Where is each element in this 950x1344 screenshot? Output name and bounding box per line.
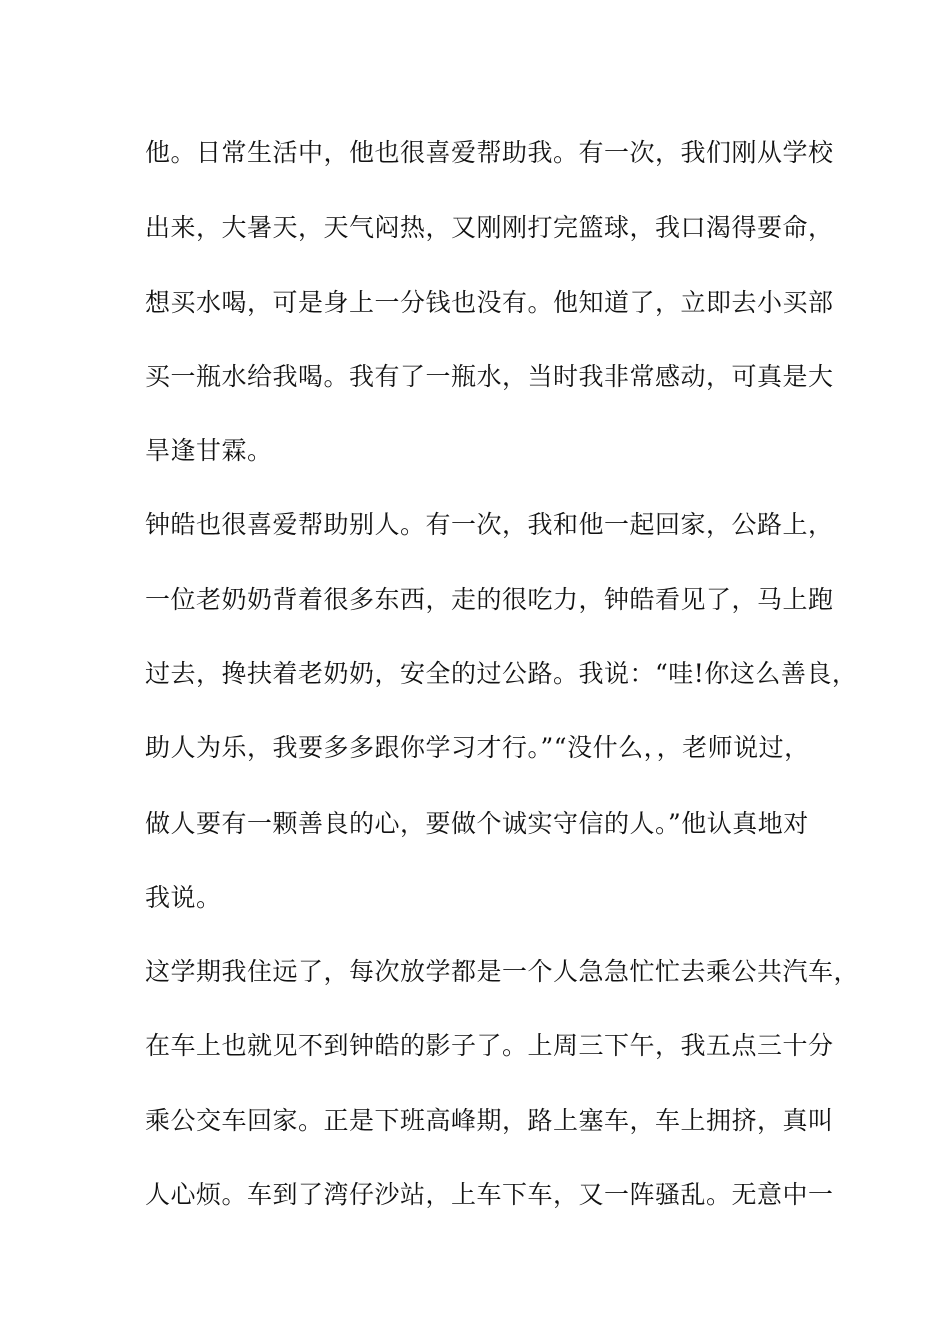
text-line: 出来，大暑天，天气闷热，又刚刚打完篮球，我口渴得要命， [145,213,834,242]
text-line: 想买水喝，可是身上一分钱也没有。他知道了，立即去小买部 [145,288,834,317]
text-line: 这学期我住远了，每次放学都是一个人急急忙忙去乘公共汽车， [145,957,860,986]
text-line: 钟皓也很喜爱帮助别人。有一次，我和他一起回家，公路上， [145,510,834,539]
text-line: 乘公交车回家。正是下班高峰期，路上塞车，车上拥挤，真叫 [145,1106,834,1135]
text-line: 在车上也就见不到钟皓的影子了。上周三下午，我五点三十分 [145,1031,834,1060]
text-line: 人心烦。车到了湾仔沙站，上车下车，又一阵骚乱。无意中一 [145,1180,834,1209]
text-line: 做人要有一颗善良的心，要做个诚实守信的人。”他认真地对 [145,809,809,838]
text-line: 助人为乐，我要多多跟你学习才行。”“没什么，，老师说过， [145,733,810,762]
text-line: 他。日常生活中，他也很喜爱帮助我。有一次，我们刚从学校 [145,138,834,167]
text-line: 旱逢甘霖。 [145,436,273,465]
text-line: 买一瓶水给我喝。我有了一瓶水，当时我非常感动，可真是大 [145,362,834,391]
text-line: 一位老奶奶背着很多东西，走的很吃力，钟皓看见了，马上跑 [145,585,834,614]
text-line: 我说。 [145,883,222,912]
text-line: 过去，搀扶着老奶奶，安全的过公路。我说：“哇!你这么善良， [145,659,858,688]
